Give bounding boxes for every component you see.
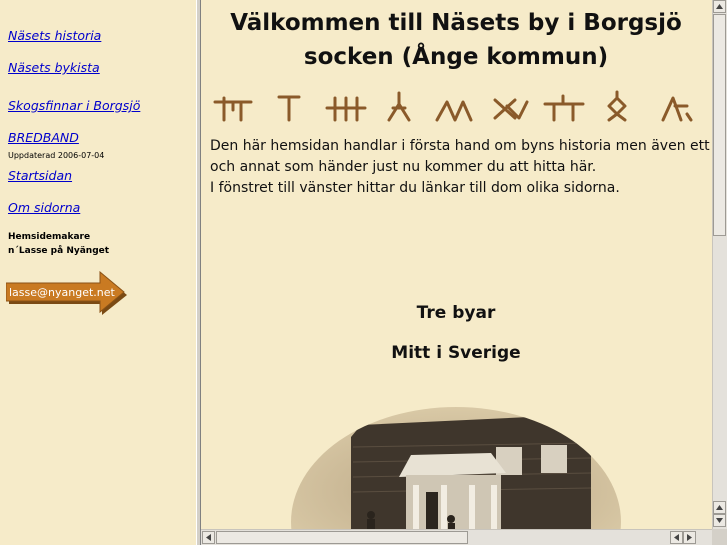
updated-date: Uppdaterad 2006-07-04 [8, 151, 105, 160]
main-content-frame [201, 0, 727, 545]
vertical-scroll-thumb[interactable] [713, 14, 726, 236]
historic-house-photo [291, 407, 621, 545]
rune-mark-row [213, 90, 727, 124]
scroll-right-button[interactable] [683, 531, 696, 544]
rune-mark-icon [545, 96, 583, 120]
scroll-left-button[interactable] [202, 531, 215, 544]
rune-mark-icon [327, 98, 365, 120]
scroll-left-button-right[interactable] [670, 531, 683, 544]
email-arrow-button[interactable] [6, 271, 128, 317]
nav-link-nasets-bykista[interactable]: Näsets bykista [8, 60, 100, 75]
triangle-left-icon [206, 534, 211, 541]
horizontal-scrollbar[interactable] [201, 529, 712, 545]
rune-mark-icon [609, 92, 625, 120]
page-title-line1: Välkommen till Näsets by i Borgsjö [230, 10, 682, 36]
scrollbar-corner [712, 529, 727, 545]
intro-line: och annat som händer just nu kommer du att hitta här. [210, 159, 597, 175]
rune-mark-icon [663, 98, 691, 120]
triangle-up-icon [716, 4, 723, 9]
nav-link-bredband[interactable]: BREDBAND [8, 130, 79, 145]
triangle-right-icon [687, 534, 692, 541]
rune-mark-icon [495, 100, 527, 118]
slogan-mitt-i-sverige: Mitt i Sverige [391, 343, 521, 363]
nav-link-startsidan[interactable]: Startsidan [8, 168, 73, 183]
rune-mark-icon [437, 102, 471, 120]
intro-line: Den här hemsidan handlar i första hand om byns historia men även ett [210, 138, 710, 154]
triangle-down-icon [716, 518, 723, 523]
slogan-tre-byar: Tre byar [416, 303, 496, 323]
site-maker-title: Hemsidemakare [8, 232, 91, 242]
nav-link-skogsfinnar[interactable]: Skogsfinnar i Borgsjö [8, 98, 141, 113]
horizontal-scroll-thumb[interactable] [216, 531, 468, 544]
vertical-scrollbar[interactable] [712, 0, 727, 529]
nav-link-om-sidorna[interactable]: Om sidorna [8, 200, 81, 215]
scroll-up-button[interactable] [713, 0, 726, 13]
left-navigation-frame [0, 0, 196, 545]
triangle-up-icon [716, 505, 723, 510]
nav-link-nasets-historia[interactable]: Näsets historia [8, 28, 102, 43]
intro-line: I fönstret till vänster hittar du länkar till dom olika sidorna. [210, 180, 620, 196]
triangle-left-icon [674, 534, 679, 541]
intro-text [210, 136, 710, 199]
rune-mark-icon [389, 93, 409, 120]
rune-mark-icon [215, 98, 251, 120]
site-maker-name: n´Lasse på Nyänget [8, 246, 110, 256]
rune-mark-icon [279, 97, 299, 120]
page-title-line2: socken (Ånge kommun) [303, 44, 609, 70]
email-link[interactable]: lasse@nyanget.net [9, 286, 115, 299]
scroll-down-button[interactable] [713, 514, 726, 527]
scroll-up-button-lower[interactable] [713, 501, 726, 514]
